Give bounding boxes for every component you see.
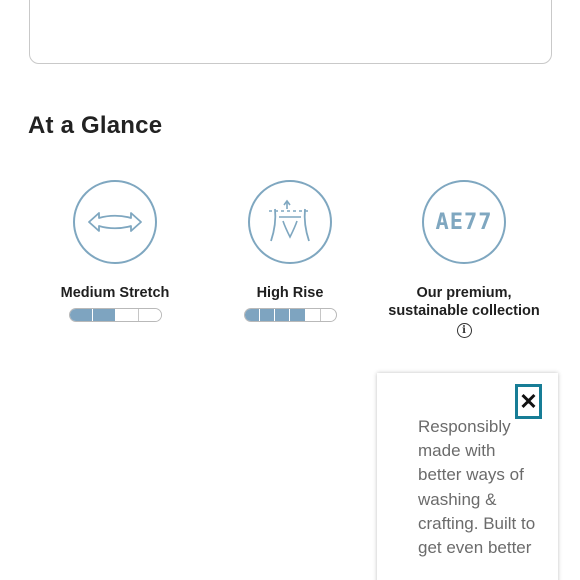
meter-segment bbox=[116, 309, 139, 321]
feature-label: Medium Stretch bbox=[60, 285, 170, 301]
close-button[interactable]: ✕ bbox=[515, 384, 542, 419]
feature-sustainable bbox=[374, 180, 554, 338]
meter-segment bbox=[139, 309, 161, 321]
meter-segment bbox=[275, 309, 290, 321]
ae77-badge-text: AE77 bbox=[435, 209, 493, 235]
meter-segment bbox=[70, 309, 93, 321]
info-icon[interactable]: i bbox=[457, 323, 472, 338]
stretch-arrows-icon bbox=[73, 180, 157, 264]
feature-label: Our premium, sustainable collection bbox=[388, 285, 540, 319]
meter-segment bbox=[93, 309, 116, 321]
meter-segment bbox=[290, 309, 305, 321]
info-tooltip bbox=[377, 373, 558, 580]
feature-label: High Rise bbox=[256, 285, 324, 301]
meter-segment bbox=[321, 309, 335, 321]
rise-meter bbox=[244, 308, 337, 322]
ae77-logo-icon bbox=[422, 180, 506, 264]
meter-segment bbox=[245, 309, 260, 321]
tooltip-text: Responsibly made with better ways of washing & crafting. Built to get even better bbox=[418, 417, 536, 558]
meter-segment bbox=[306, 309, 321, 321]
section-title: At a Glance bbox=[28, 112, 163, 139]
product-card bbox=[29, 0, 552, 64]
feature-stretch bbox=[25, 180, 205, 322]
feature-rise bbox=[200, 180, 380, 322]
meter-segment bbox=[260, 309, 275, 321]
high-rise-waist-icon bbox=[248, 180, 332, 264]
stretch-meter bbox=[69, 308, 162, 322]
